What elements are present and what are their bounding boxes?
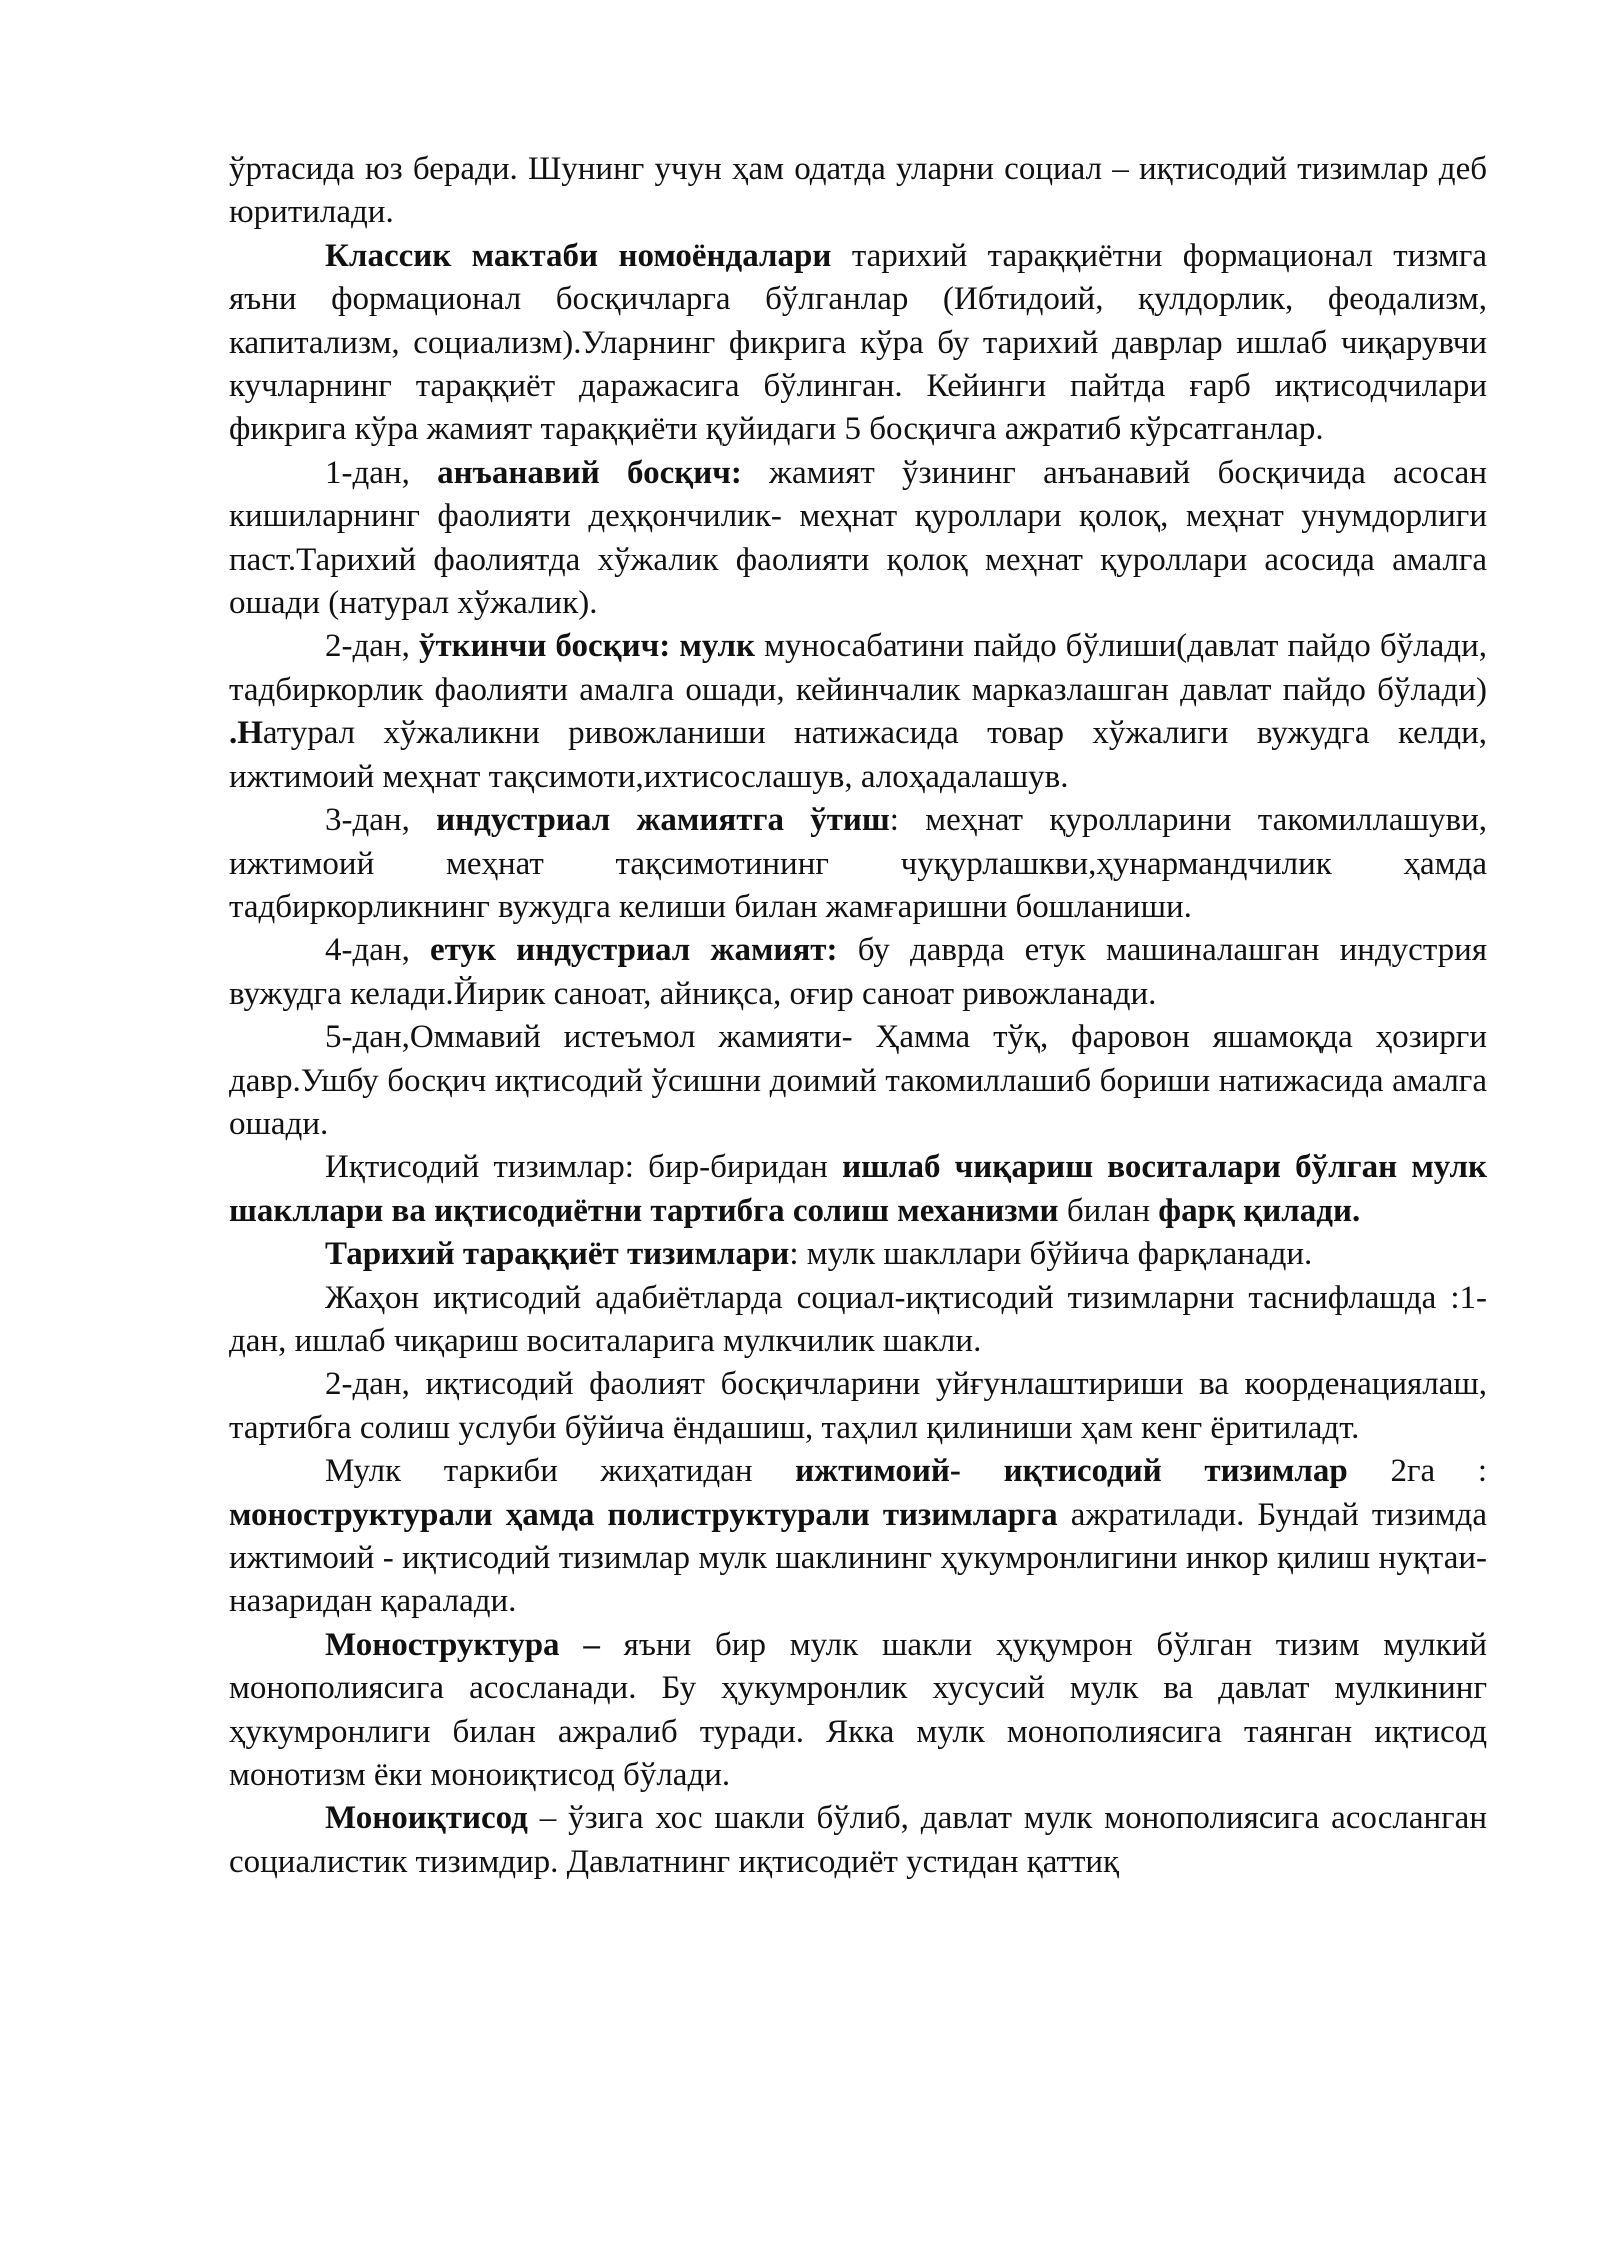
bold-text-run: етук индустриал жамият: xyxy=(430,932,838,969)
text-run: Жаҳон иқтисодий адабиётларда социал-иқтисодий тизимларни таснифлашда :1-дан, ишлаб чиқариш воситаларига мулкчилик шакли. xyxy=(229,1279,1487,1359)
text-run: ажратилади. Бундай тизимда ижтимоий - иқтисодий тизимлар мулк шаклининг ҳукумронлигини инкор қилиш нуқтаи- назаридан қаралади. xyxy=(229,1496,1487,1620)
bold-text-run: ижтимоий- иқтисодий тизимлар xyxy=(795,1453,1348,1490)
bold-text-run: ўткинчи босқич: мулк xyxy=(418,628,756,665)
text-run: билан xyxy=(1058,1192,1159,1229)
bold-text-run: моноструктурали ҳамда полиструктурали тизимларга xyxy=(229,1496,1058,1533)
bold-text-run: ишлаб чиқариш воситалари бўлган мулк шакллари ва иқтисодиётни тартибга солиш механизми xyxy=(229,1149,1487,1229)
document-page xyxy=(229,148,1487,1884)
text-run: 3-дан, xyxy=(325,802,437,839)
text-run: 1-дан, xyxy=(325,454,438,491)
paragraph xyxy=(229,799,1487,929)
paragraph xyxy=(229,1624,1487,1798)
text-run: Мулк таркиби жиҳатидан xyxy=(325,1453,796,1490)
text-run: бу даврда етук машиналашган индустрия вужудга келади.Йирик саноат, айниқса, оғир саноат ривожланади. xyxy=(229,932,1487,1012)
bold-text-run: Тарихий тараққиёт тизимлари xyxy=(325,1236,790,1273)
paragraph xyxy=(229,1797,1487,1884)
paragraph xyxy=(229,1016,1487,1146)
text-run: 5-дан,Оммавий истеъмол жамияти- Ҳамма тўқ, фаровон яшамоқда ҳозирги давр.Ушбу босқич иқтисодий ўсишни доимий такомиллашиб бориши натижасида амалга ошади. xyxy=(229,1019,1487,1142)
paragraph xyxy=(229,235,1487,452)
paragraph xyxy=(229,625,1487,799)
paragraph xyxy=(229,1277,1487,1364)
bold-text-run: .Н xyxy=(229,715,263,752)
paragraph xyxy=(229,1233,1487,1276)
paragraph xyxy=(229,452,1487,626)
paragraph xyxy=(229,1146,1487,1233)
text-run: жамият ўзининг анъанавий босқичида асосан кишиларнинг фаолияти деҳқончилик- меҳнат қуроллари қолоқ, меҳнат унумдорлиги паст.Тарихий фаолиятда хўжалик фаолияти қолоқ меҳнат қуроллари асосида амалга ошади (натурал хўжалик). xyxy=(229,454,1487,622)
bold-text-run: Моноиқтисод xyxy=(325,1800,528,1837)
bold-text-run: Моноструктура – xyxy=(325,1626,600,1663)
text-run: 2-дан, иқтисодий фаолият босқичларини уйғунлаштириши ва коорденациялаш, тартибга солиш услуби бўйича ёндашиш, таҳлил қилиниши ҳам кенг ёритиладт. xyxy=(229,1366,1487,1446)
text-run: тарихий тараққиётни формационал тизмга яъни формационал босқичларга бўлганлар (Ибтидоий, қулдорлик, феодализм, капитализм, социализм).Уларнинг фикрига кўра бу тарихий даврлар ишлаб чиқарувчи кучларнинг тараққиёт даражасига бўлинган. Кейинги пайтда ғарб иқтисодчилари фикрига кўра жамият тараққиёти қуйидаги 5 босқичга ажратиб кўрсатганлар. xyxy=(229,237,1487,448)
bold-text-run: анъанавий босқич: xyxy=(437,454,742,491)
paragraph xyxy=(229,929,1487,1016)
bold-text-run: фарқ қилади. xyxy=(1158,1192,1361,1229)
text-run: ўртасида юз беради. Шунинг учун ҳам одатда уларни социал – иқтисодий тизимлар деб юритилади. xyxy=(229,151,1487,231)
text-run: 2га : xyxy=(1347,1453,1487,1490)
text-run: – ўзига хос шакли бўлиб, давлат мулк монополиясига асосланган социалистик тизимдир. Давлатнинг иқтисодиёт устидан қаттиқ xyxy=(229,1800,1487,1880)
paragraph xyxy=(229,148,1487,235)
text-run: 4-дан, xyxy=(325,932,431,969)
paragraph xyxy=(229,1450,1487,1624)
text-run: муносабатини пайдо бўлиши(давлат пайдо бўлади, тадбиркорлик фаолияти амалга ошади, кейинчалик марказлашган давлат пайдо бўлади) xyxy=(229,628,1487,708)
text-run: : мулк шакллари бўйича фарқланади. xyxy=(789,1236,1313,1273)
text-run: Иқтисодий тизимлар: бир-биридан xyxy=(325,1149,843,1186)
bold-text-run: Классик мактаби номоёндалари xyxy=(325,237,832,274)
bold-text-run: индустриал жамиятга ўтиш xyxy=(436,802,890,839)
text-run: 2-дан, xyxy=(325,628,419,665)
text-run: атурал хўжаликни ривожланиши натижасида товар хўжалиги вужудга келди, ижтимоий меҳнат тақсимоти,ихтисослашув, алоҳадалашув. xyxy=(229,715,1487,795)
paragraph xyxy=(229,1363,1487,1450)
text-run: : меҳнат қуролларини такомиллашуви, ижтимоий меҳнат тақсимотининг чуқурлашкви,ҳунармандчилик ҳамда тадбиркорликнинг вужудга келиши билан жамғаришни бошланиши. xyxy=(229,802,1487,925)
text-run: яъни бир мулк шакли ҳуқумрон бўлган тизим мулкий монополиясига асосланади. Бу ҳукумронлик хусусий мулк ва давлат мулкининг ҳукумронлиги билан ажралиб туради. Якка мулк монополиясига таянган иқтисод монотизм ёки моноиқтисод бўлади. xyxy=(229,1626,1487,1794)
